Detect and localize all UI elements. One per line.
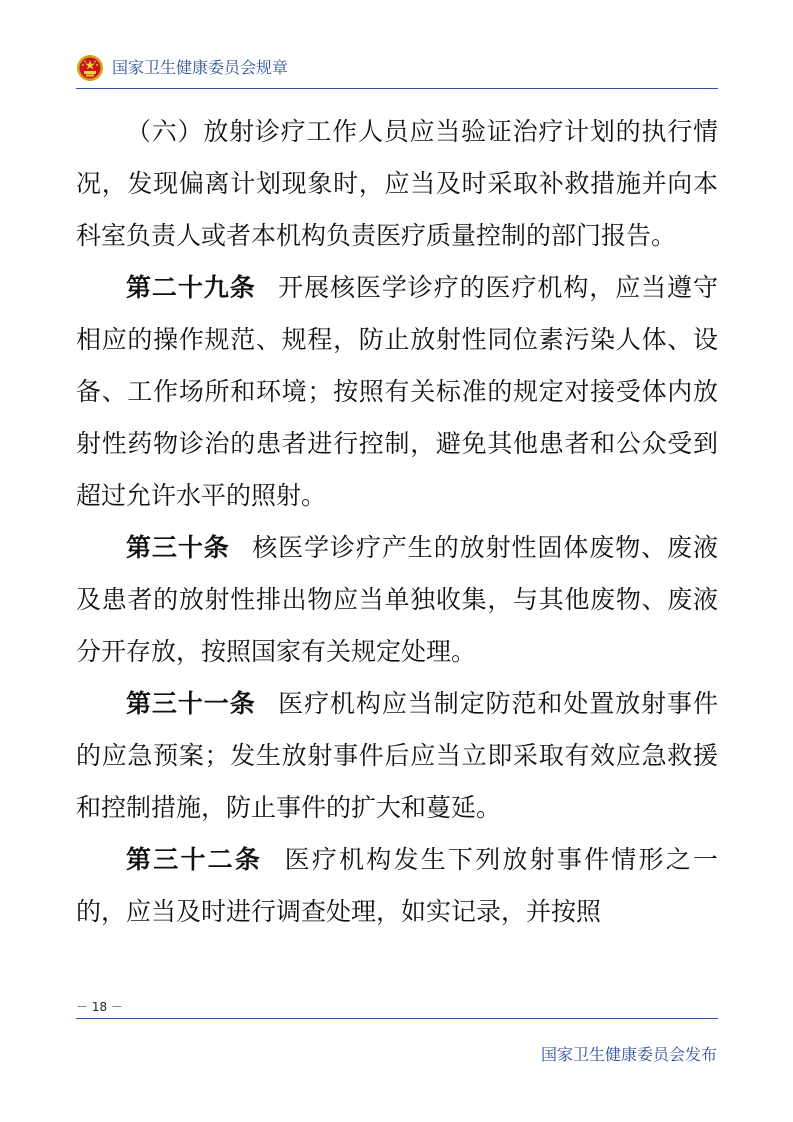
paragraph: [76, 106, 718, 262]
paragraph-text: 医疗机构发生下列放射事件情形之一的，应当及时进行调查处理，如实记录，并按照: [76, 845, 718, 926]
publisher-label: 国家卫生健康委员会发布: [540, 1045, 717, 1064]
article-number: 第三十一条: [126, 689, 256, 718]
article-number: 第二十九条: [126, 273, 256, 302]
paragraph-text: 核医学诊疗产生的放射性固体废物、废液及患者的放射性排出物应当单独收集，与其他废物、废液分开存放，按照国家有关规定处理。: [76, 533, 718, 666]
national-emblem-icon: [76, 54, 104, 82]
page-number: － 18 －: [76, 1000, 123, 1014]
document-body: [76, 106, 718, 938]
paragraph: [76, 522, 718, 678]
paragraph-text: 医疗机构应当制定防范和处置放射事件的应急预案；发生放射事件后应当立即采取有效应急救援和控制措施，防止事件的扩大和蔓延。: [76, 689, 718, 822]
header-title: 国家卫生健康委员会规章: [112, 58, 289, 77]
paragraph: [76, 262, 718, 522]
footer-divider: [76, 1018, 718, 1019]
header-divider: [76, 88, 718, 89]
article-number: 第三十二条: [126, 845, 263, 874]
paragraph-text: （六）放射诊疗工作人员应当验证治疗计划的执行情况，发现偏离计划现象时，应当及时采取补救措施并向本科室负责人或者本机构负责医疗质量控制的部门报告。: [76, 117, 718, 250]
article-number: 第三十条: [126, 533, 230, 562]
paragraph-text: 开展核医学诊疗的医疗机构，应当遵守相应的操作规范、规程，防止放射性同位素污染人体、设备、工作场所和环境；按照有关标准的规定对接受体内放射性药物诊治的患者进行控制，避免其他患者和公众受到超过允许水平的照射。: [76, 273, 718, 510]
paragraph: [76, 678, 718, 834]
paragraph: [76, 834, 718, 938]
page-header: [76, 54, 718, 92]
